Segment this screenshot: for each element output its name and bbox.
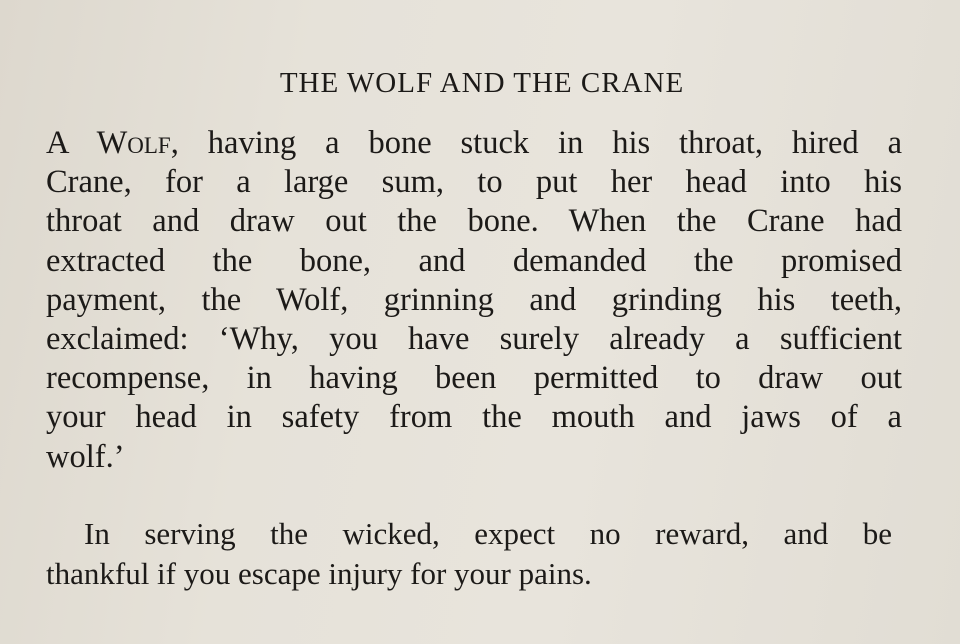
first-line-rest: , having a bone stuck in his throat, hired a: [170, 125, 902, 161]
fable-moral: [46, 514, 892, 594]
fable-title: THE WOLF AND THE CRANE: [279, 67, 685, 99]
moral-line: In serving the wicked, expect no reward, and be: [84, 516, 892, 551]
first-word-initial: A: [46, 125, 68, 161]
fable-line: recompense, in having been permitted to draw out: [46, 360, 902, 397]
first-word-smallcaps: Wolf: [96, 125, 171, 161]
fable-line: Crane, for a large sum, to put her head into his: [46, 164, 902, 201]
fable-line: extracted the bone, and demanded the promised: [46, 242, 902, 279]
fable-text: [46, 124, 902, 477]
moral-line: thankful if you escape injury for your pains.: [46, 556, 592, 591]
fable-line: throat and draw out the bone. When the Crane had: [46, 203, 902, 240]
fable-line: payment, the Wolf, grinning and grinding his teeth,: [46, 281, 902, 318]
fable-line: wolf.’: [46, 438, 125, 475]
fable-line: [46, 124, 902, 163]
fable-line: exclaimed: ‘Why, you have surely already a sufficient: [46, 320, 902, 357]
fable-line: your head in safety from the mouth and jaws of a: [46, 399, 902, 436]
